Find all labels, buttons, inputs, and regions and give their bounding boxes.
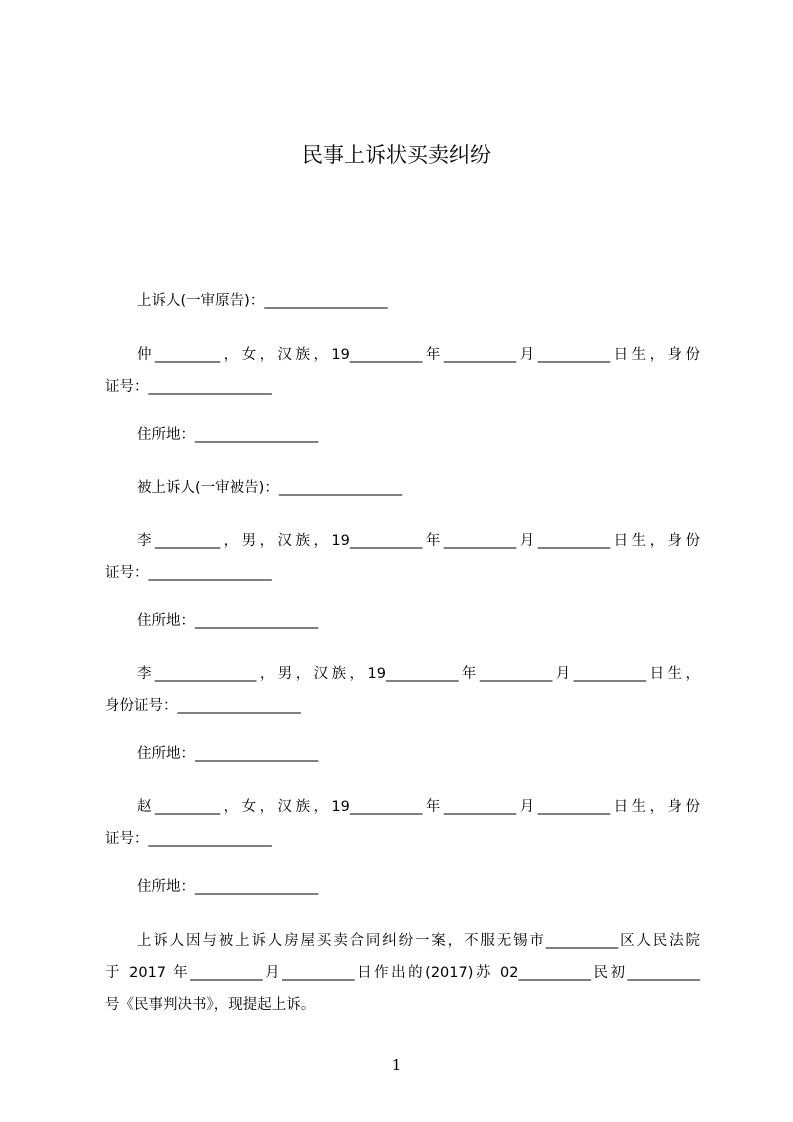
appeal-statement [105,925,700,1021]
respondent-zhao-address [105,871,700,903]
text-line: 上诉人(一审原告)：_________________ [137,293,388,309]
text-line: 住所地：_________________ [137,746,319,762]
page-number: 1 [391,1056,402,1074]
text-line: 证号：_________________ [105,565,272,581]
text-line: 上诉人因与被上诉人房屋买卖合同纠纷一案，不服无锡市__________区人民法院 [137,933,700,949]
appellant-heading [105,285,700,317]
text-line: 身份证号：_________________ [105,698,301,714]
text-line: 证号：_________________ [105,831,272,847]
text-line: 住所地：_________________ [137,879,319,895]
text-line: 李______________，男，汉族，19__________年__________月__________日生， [137,666,700,682]
respondent-li-1-address [105,605,700,637]
respondent-li-1-info [105,525,700,589]
text-line: 证号：_________________ [105,379,272,395]
text-line: 于 2017 年__________月__________日作出的(2017)苏 02__________民初__________ [105,965,700,981]
text-line: 号《民事判决书》，现提起上诉。 [105,997,316,1013]
respondent-heading [105,472,700,504]
respondent-li-2-info [105,658,700,722]
respondent-zhao-info [105,791,700,855]
appellant-zhong-info [105,339,700,403]
text-line: 住所地：_________________ [137,613,319,629]
text-line: 住所地：_________________ [137,427,319,443]
appellant-zhong-address [105,419,700,451]
text-line: 仲_________，女，汉族，19__________年__________月__________日生，身份 [137,347,700,363]
text-line: 李_________，男，汉族，19__________年__________月__________日生，身份 [137,533,700,549]
text-line: 赵_________，女，汉族，19__________年__________月__________日生，身份 [137,799,700,815]
respondent-li-2-address [105,738,700,770]
document-title: 民事上诉状买卖纠纷 [302,143,491,167]
text-line: 被上诉人(一审被告)：_________________ [137,480,403,496]
